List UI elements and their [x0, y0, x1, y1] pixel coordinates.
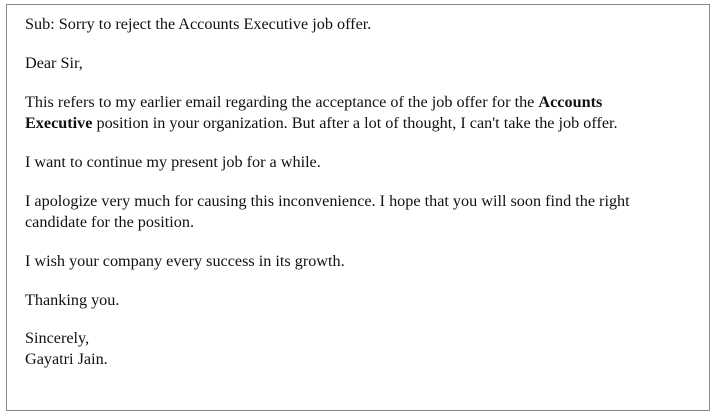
salutation: Dear Sir, — [25, 54, 83, 72]
paragraph-line — [25, 92, 709, 113]
letter-document — [6, 4, 710, 411]
signature: Gayatri Jain. — [25, 350, 108, 368]
closing: Sincerely, — [25, 329, 90, 347]
thanks-line: Thanking you. — [25, 291, 120, 309]
paragraph-text: This refers to my earlier email regarding the acceptance of the job offer for the — [25, 93, 539, 111]
paragraph-line: candidate for the position. — [25, 213, 195, 231]
paragraph-job-offer — [25, 92, 709, 134]
bold-position-title: Executive — [25, 114, 93, 132]
closing-block — [25, 328, 709, 370]
paragraph-apology — [25, 191, 709, 233]
paragraph-text: position in your organization. But after a lot of thought, I can't take the job offer. — [92, 114, 618, 132]
paragraph-continue-job: I want to continue my present job for a while. — [25, 153, 321, 171]
bold-position-title: Accounts — [538, 93, 603, 111]
subject-line: Sub: Sorry to reject the Accounts Executive job offer. — [25, 15, 372, 33]
paragraph-line — [25, 113, 709, 134]
paragraph-wishes: I wish your company every success in its growth. — [25, 252, 345, 270]
paragraph-line: I apologize very much for causing this inconvenience. I hope that you will soon find the right — [25, 192, 630, 210]
